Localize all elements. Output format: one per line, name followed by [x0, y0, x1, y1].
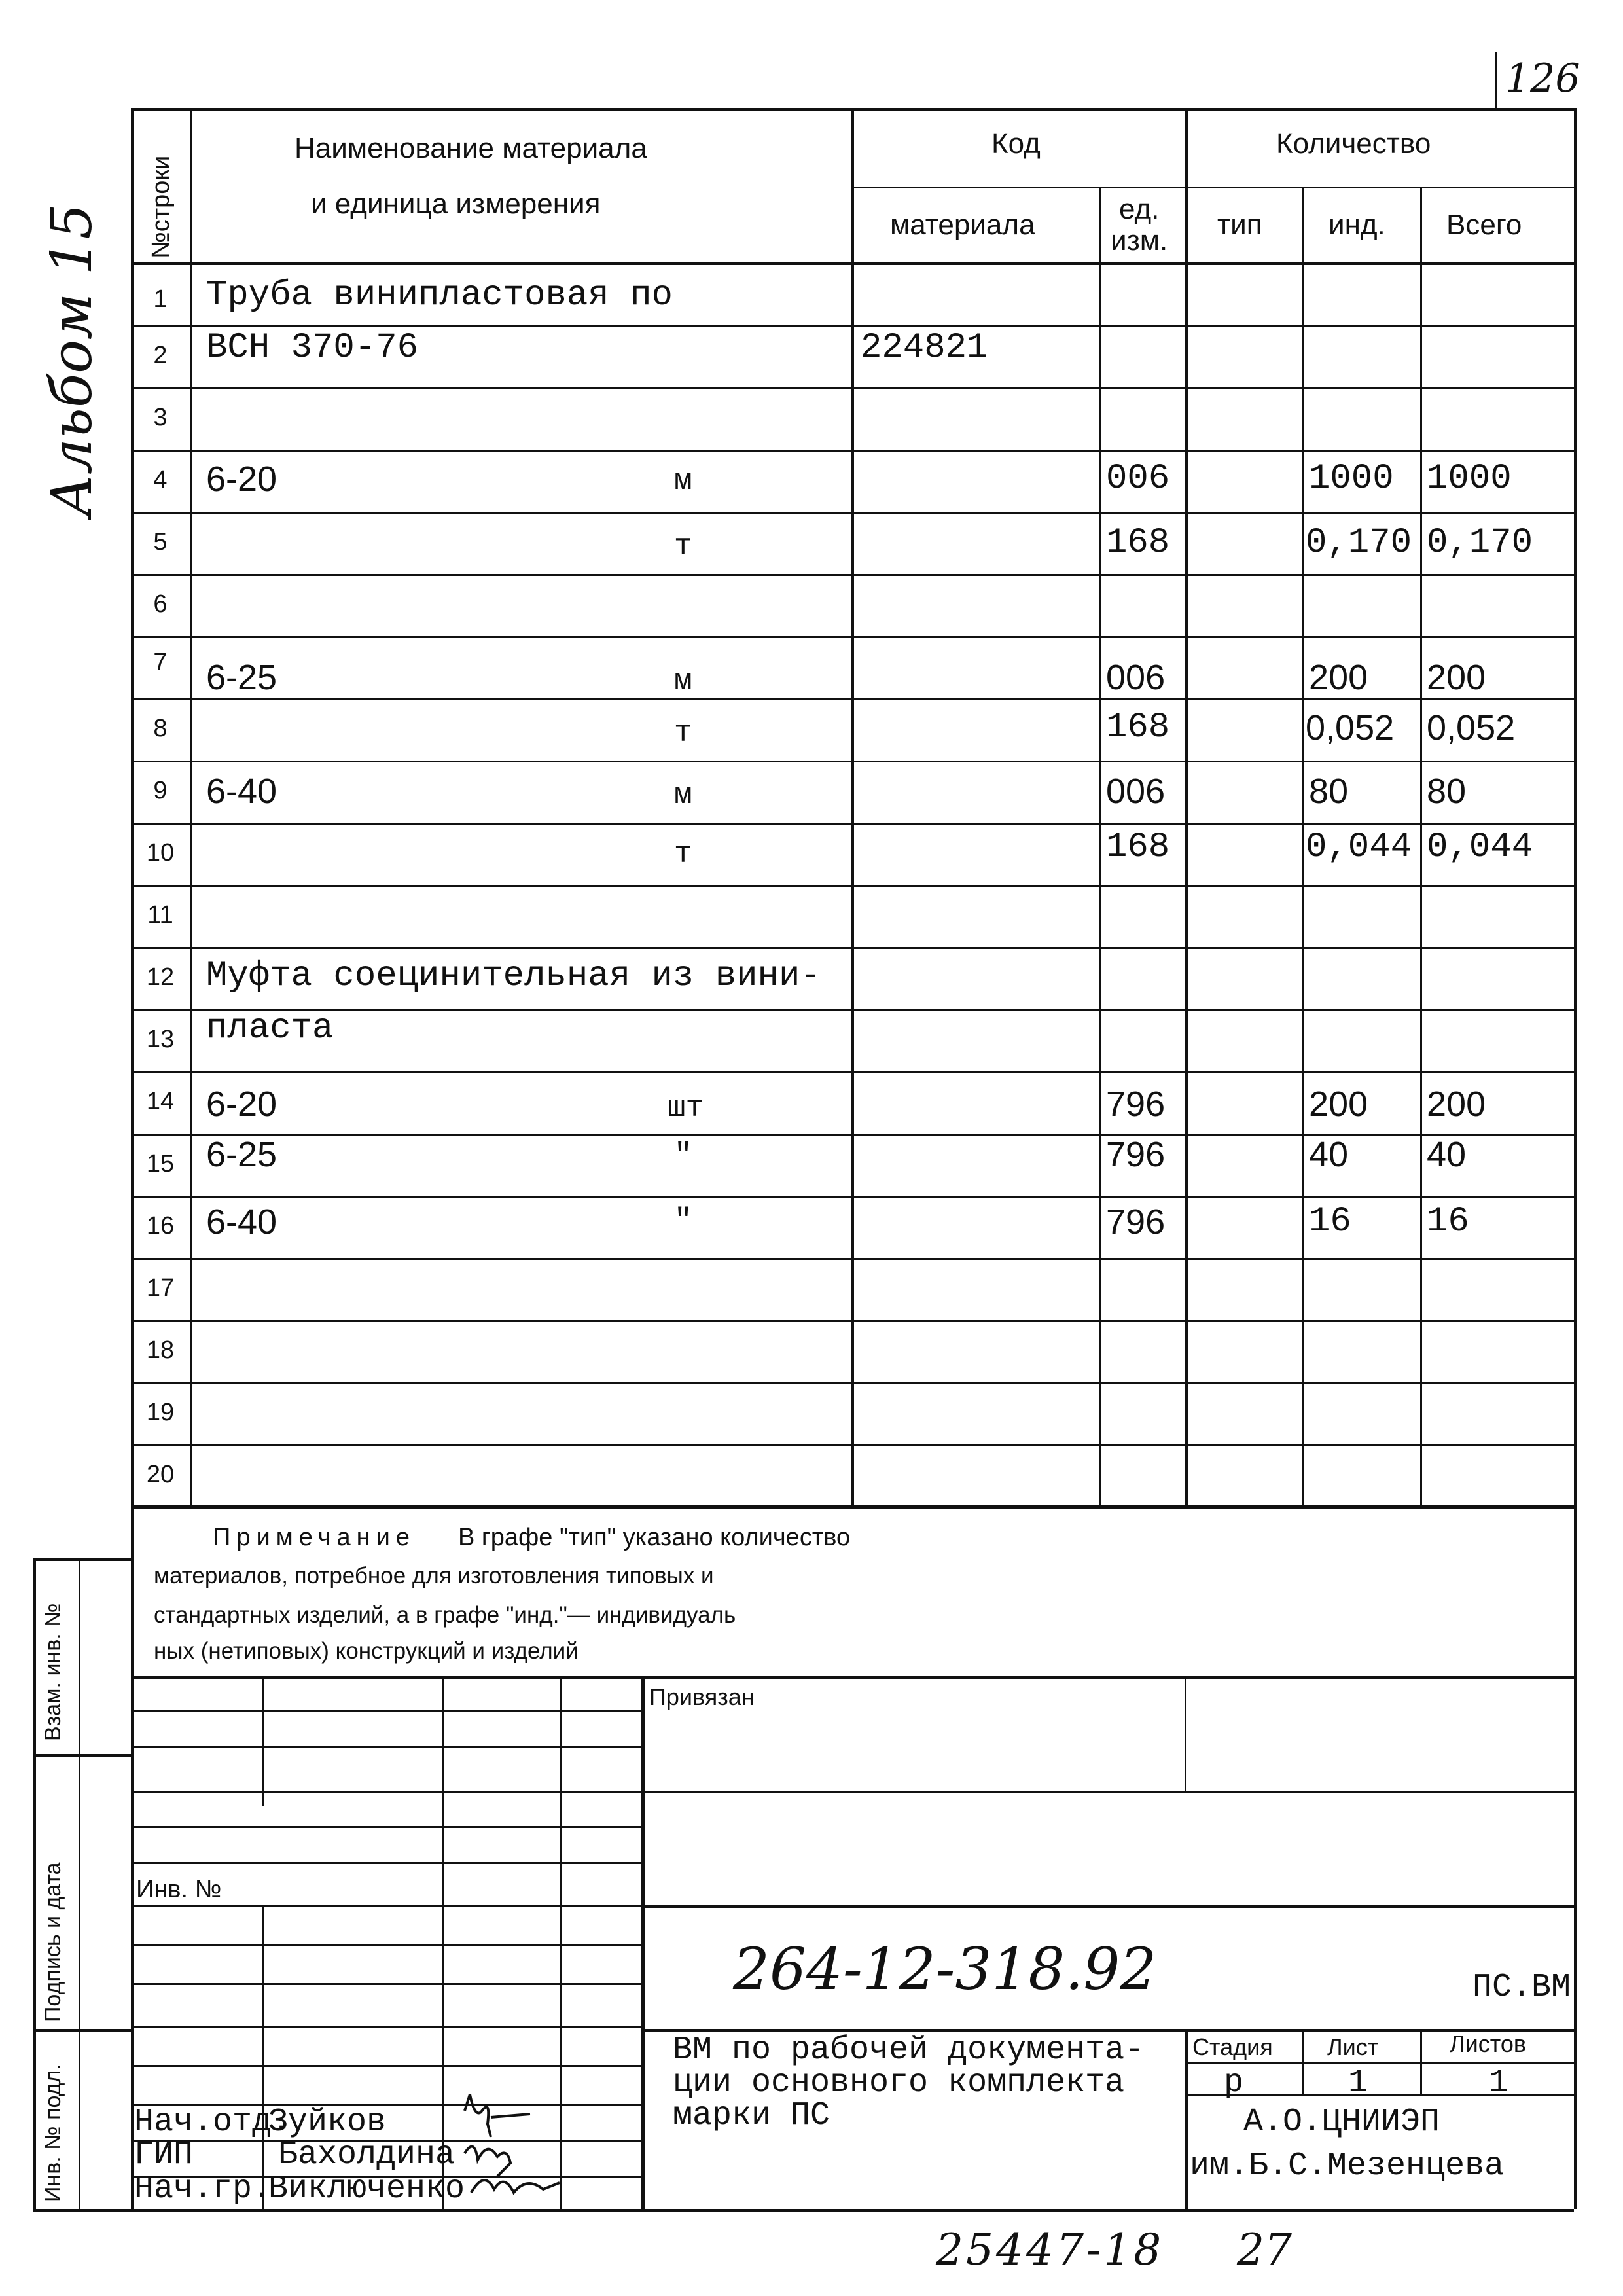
- row-name: 6-20: [206, 1085, 277, 1124]
- header-total: Всего: [1446, 209, 1522, 241]
- row-name: ВСН 370-76: [206, 328, 419, 368]
- note-line1: В графе "тип" указано количество: [458, 1524, 851, 1551]
- title-line3: марки ПС: [673, 2097, 830, 2134]
- header-unit-line2: изм.: [1111, 224, 1168, 257]
- footer-page: 27: [1237, 2225, 1292, 2275]
- row-ind: 40: [1309, 1135, 1349, 1174]
- sheets-value: 1: [1489, 2064, 1509, 2102]
- title-line2: ции основного комплекта: [673, 2064, 1125, 2102]
- row-name: 6-25: [206, 658, 277, 697]
- row-unit: т: [674, 837, 692, 871]
- stage-label: Стадия: [1192, 2034, 1273, 2060]
- signature-zuykov: [465, 2094, 530, 2137]
- row-total: 200: [1427, 1085, 1486, 1124]
- row-unit-code: 796: [1106, 1135, 1166, 1174]
- row-number: 16: [146, 1212, 175, 1240]
- row-number: 10: [146, 839, 175, 867]
- row-number: 15: [146, 1150, 175, 1177]
- title-line1: ВМ по рабочей документа-: [673, 2032, 1145, 2069]
- row-ind: 200: [1309, 1085, 1368, 1124]
- row-number: 17: [146, 1274, 175, 1302]
- row-unit-code: 006: [1106, 772, 1166, 811]
- row-number: 20: [146, 1461, 175, 1488]
- org-line2: им.Б.С.Мезенцева: [1190, 2147, 1505, 2185]
- header-code: Код: [991, 128, 1041, 160]
- staff-role: ГИП: [134, 2136, 194, 2174]
- row-total: 1000: [1427, 459, 1512, 499]
- header-quantity: Количество: [1276, 128, 1431, 160]
- row-number: 9: [153, 777, 168, 804]
- header-unit-line1: ед.: [1119, 193, 1160, 225]
- row-unit: м: [674, 464, 692, 498]
- archive-number: 25447-18: [936, 2225, 1164, 2275]
- row-number: 1: [153, 285, 168, 313]
- row-ind: 0,170: [1306, 523, 1412, 563]
- page-number-mark: [1495, 52, 1497, 111]
- row-number: 18: [146, 1336, 175, 1364]
- row-number: 8: [153, 715, 168, 742]
- row-unit: ": [674, 1204, 692, 1238]
- sheets-label: Листов: [1450, 2030, 1526, 2057]
- staff-role: Нач.отд.: [134, 2104, 292, 2141]
- staff-name: Зуйков: [268, 2104, 387, 2141]
- doc-mark: ПС.ВМ: [1472, 1969, 1571, 2006]
- row-name: 6-40: [206, 1202, 277, 1242]
- row-total: 40: [1427, 1135, 1467, 1174]
- row-name: Муфта соецинительная из вини-: [206, 956, 821, 996]
- row-ind: 0,052: [1306, 708, 1395, 747]
- row-unit: м: [674, 778, 692, 812]
- stage-value: р: [1224, 2064, 1244, 2102]
- row-number: 5: [153, 528, 168, 556]
- row-ind: 16: [1309, 1202, 1351, 1242]
- side-label-inv-podl: Инв. № подл.: [41, 2064, 65, 2202]
- note-line2: материалов, потребное для изготовления типовых и: [154, 1563, 714, 1588]
- album-label: Альбом 15: [39, 203, 105, 517]
- row-total: 16: [1427, 1202, 1469, 1242]
- row-unit: м: [674, 664, 692, 698]
- header-type: тип: [1217, 209, 1262, 241]
- header-row-no: №строки: [147, 155, 175, 259]
- row-total: 0,044: [1427, 827, 1533, 867]
- header-material: материала: [890, 209, 1035, 241]
- row-number: 12: [146, 963, 175, 991]
- row-total: 0,052: [1427, 708, 1516, 747]
- page-number: 126: [1505, 56, 1580, 101]
- row-number: 7: [153, 649, 168, 676]
- row-unit: ": [674, 1138, 692, 1172]
- row-unit: т: [674, 716, 692, 750]
- org-line1: А.О.ЦНИИЭП: [1243, 2104, 1440, 2141]
- row-number: 4: [153, 466, 168, 493]
- doc-number: 264-12-318.92: [733, 1935, 1157, 2003]
- row-name: 6-40: [206, 772, 277, 811]
- side-label-podpis: Подпись и дата: [41, 1862, 65, 2022]
- sheet-value: 1: [1348, 2064, 1368, 2102]
- row-ind: 1000: [1309, 459, 1394, 499]
- row-unit: шт: [668, 1091, 704, 1125]
- row-number: 6: [153, 590, 168, 618]
- row-unit-code: 006: [1106, 658, 1166, 697]
- note-label: Примечание: [213, 1524, 416, 1551]
- signature-bakholdina: [465, 2147, 510, 2176]
- row-name: Труба винипластовая по: [206, 276, 673, 315]
- row-name: 6-25: [206, 1135, 277, 1174]
- row-unit-code: 006: [1106, 459, 1170, 499]
- row-number: 2: [153, 342, 168, 369]
- staff-name: Виключенко: [268, 2170, 465, 2208]
- row-number: 3: [153, 404, 168, 431]
- header-ind: инд.: [1329, 209, 1385, 241]
- header-name-line1: Наименование материала: [294, 132, 647, 164]
- row-unit: т: [674, 529, 692, 564]
- row-ind: 0,044: [1306, 827, 1412, 867]
- row-number: 14: [146, 1088, 175, 1115]
- header-name-line2: и единица измерения: [311, 188, 601, 220]
- row-name: пласта: [206, 1009, 334, 1049]
- row-ind: 80: [1309, 772, 1349, 811]
- row-total: 200: [1427, 658, 1486, 697]
- signature-viklyuchenko: [471, 2180, 560, 2193]
- sheet-label: Лист: [1327, 2034, 1379, 2060]
- row-number: 19: [146, 1399, 175, 1426]
- row-name: 6-20: [206, 459, 277, 499]
- row-code: 224821: [861, 328, 988, 368]
- row-total: 80: [1427, 772, 1467, 811]
- row-unit-code: 796: [1106, 1085, 1166, 1124]
- row-total: 0,170: [1427, 523, 1533, 563]
- row-unit-code: 796: [1106, 1202, 1166, 1242]
- staff-role: Нач.гр.: [134, 2170, 272, 2208]
- note-line3: стандартных изделий, а в графе "инд."— индивидуаль: [154, 1602, 736, 1628]
- row-unit-code: 168: [1106, 523, 1170, 563]
- row-ind: 200: [1309, 658, 1368, 697]
- signatures: [452, 2085, 563, 2202]
- row-number: 11: [147, 901, 173, 929]
- row-number: 13: [146, 1026, 175, 1053]
- row-unit-code: 168: [1106, 708, 1170, 747]
- row-unit-code: 168: [1106, 827, 1170, 867]
- inv-no-label: Инв. №: [136, 1876, 222, 1903]
- note-line4: ных (нетиповых) конструкций и изделий: [154, 1638, 579, 1664]
- staff-name: Бахолдина: [278, 2136, 455, 2174]
- side-label-vzam: Взам. инв. №: [41, 1603, 65, 1741]
- privyazan-label: Привязан: [649, 1683, 755, 1710]
